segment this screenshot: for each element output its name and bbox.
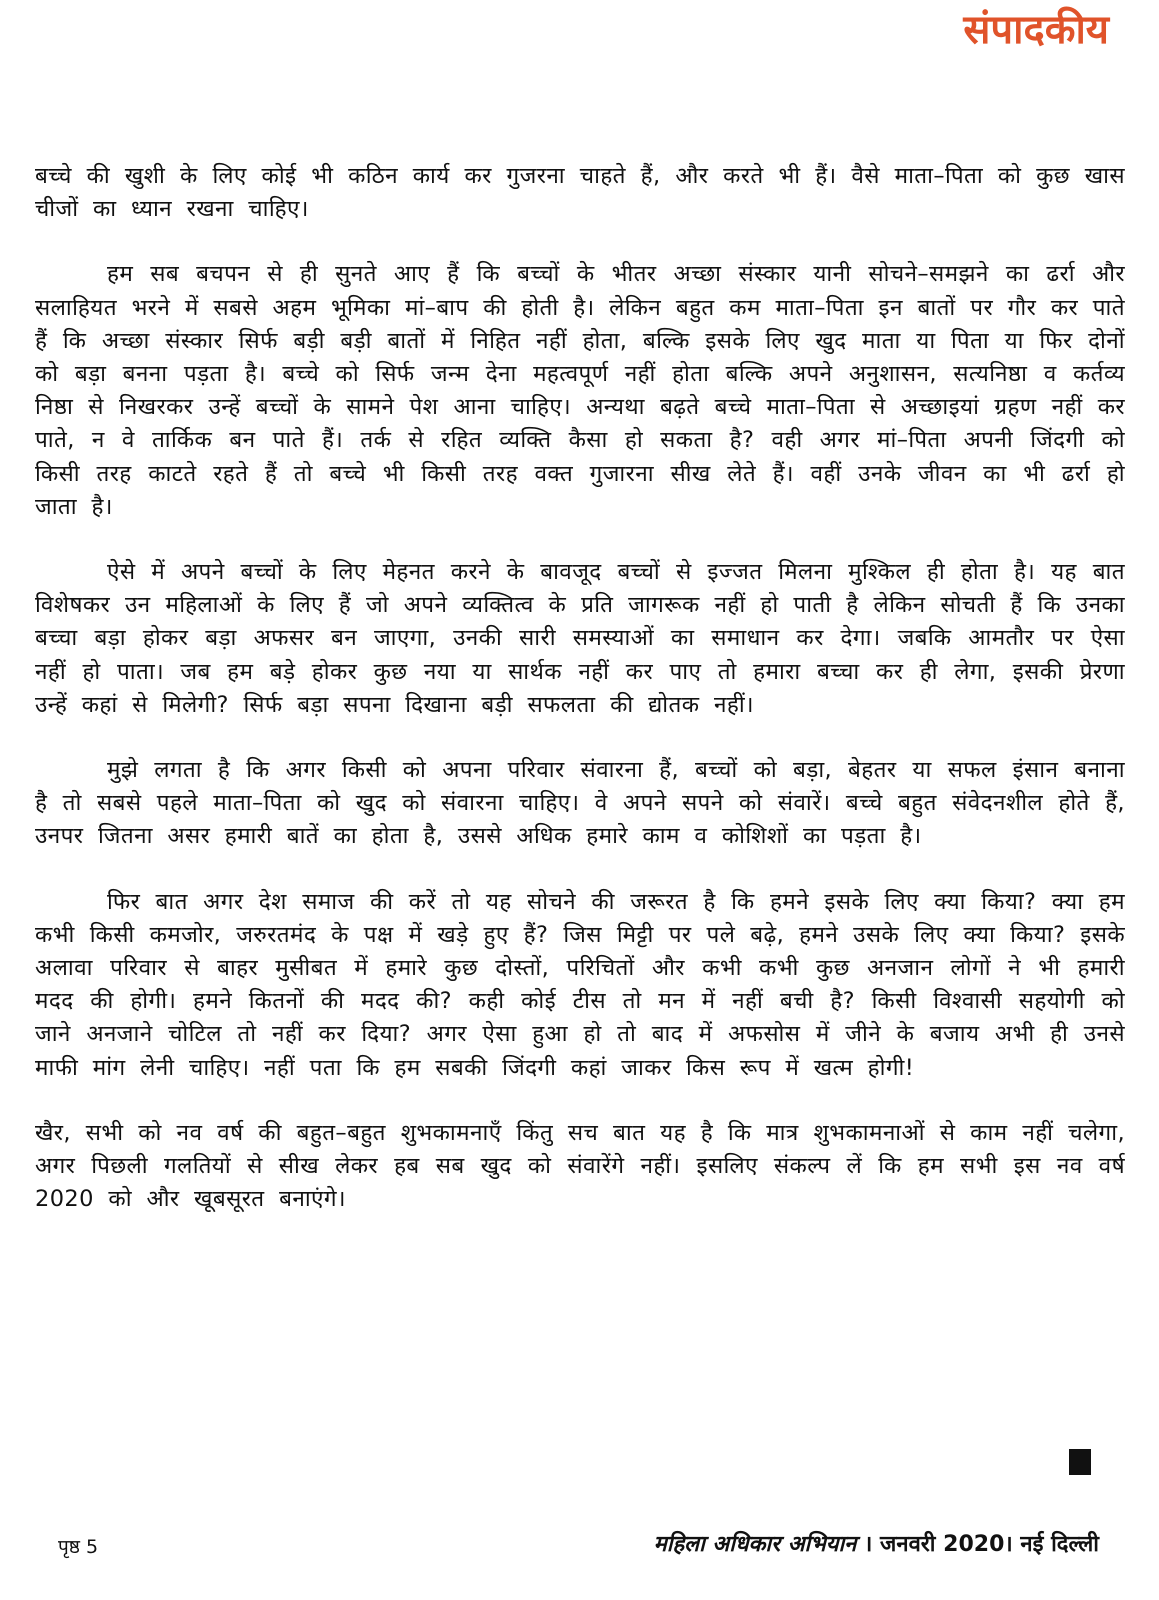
editorial-article (35, 160, 1125, 1248)
page-number: पृष्ठ 5 (58, 1536, 99, 1558)
publication-city: नई दिल्ली (1020, 1532, 1099, 1557)
issue-date: । जनवरी 2020। (864, 1532, 1013, 1557)
end-of-article-mark (1069, 1449, 1091, 1475)
publication-footer (654, 1530, 1099, 1560)
magazine-name: महिला अधिकार अभियान (653, 1532, 857, 1557)
paragraph-intro: बच्चे की खुशी के लिए कोई भी कठिन कार्य कर गुजरना चाहते हैं, और करते भी हैं। वैसे माता–पिता को कुछ खास चीजों का ध्यान रखना चाहिए। (35, 163, 1125, 223)
paragraph-closing: खैर, सभी को नव वर्ष की बहुत–बहुत शुभकामनाएँ किंतु सच बात यह है कि मात्र शुभकामनाओं से काम नहीं चलेगा, अगर पिछली गलतियों से सीख लेकर हब सब खुद को संवारेंगे नहीं। इसलिए संकल्प लें कि हम सभी इस नव वर्ष 2020 को और खूबसूरत बनाएंगे। (35, 1119, 1125, 1213)
section-title: संपादकीय (963, 6, 1109, 53)
paragraph: मुझे लगता है कि अगर किसी को अपना परिवार संवारना हैं, बच्चों को बड़ा, बेहतर या सफल इंसान बनाना है तो सबसे पहले माता–पिता को खुद को संवारना चाहिए। वे अपने सपने को संवारें। बच्चे बहुत संवेदनशील होते हैं, उनपर जितना असर हमारी बातें का होता है, उससे अधिक हमारे काम व कोशिशों का पड़ता है। (35, 757, 1125, 850)
paragraph: ऐसे में अपने बच्चों के लिए मेहनत करने के बावजूद बच्चों से इज्जत मिलना मुश्किल ही होता है। यह बात विशेषकर उन महिलाओं के लिए हैं जो अपने व्यक्तित्व के प्रति जागरूक नहीं हो पाती है लेकिन सोचती हैं कि उनका बच्चा बड़ा होकर बड़ा अफसर बन जाएगा, उनकी सारी समस्याओं का समाधान कर देगा। जबकि आमतौर पर ऐसा नहीं हो पाता। जब हम बड़े होकर कुछ नया या सार्थक नहीं कर पाए तो हमारा बच्चा कर ही लेगा, इसकी प्रेरणा उन्हें कहां से मिलेगी? सिर्फ बड़ा सपना दिखाना बड़ी सफलता की द्योतक नहीं। (35, 559, 1125, 718)
paragraph: फिर बात अगर देश समाज की करें तो यह सोचने की जरूरत है कि हमने इसके लिए क्या किया? क्या हम कभी किसी कमजोर, जरुरतमंद के पक्ष में खड़े हुए हैं? जिस मिट्टी पर पले बढ़े, हमने उसके लिए क्या किया? इसके अलावा परिवार से बाहर मुसीबत में हमारे कुछ दोस्तों, परिचितों और कभी कभी कुछ अनजान लोगों ने भी हमारी मदद की होगी। हमने कितनों की मदद की? कही कोई टीस तो मन में नहीं बची है? किसी विश्वासी सहयोगी को जाने अनजाने चोटिल तो नहीं कर दिया? अगर ऐसा हुआ हो तो बाद में अफसोस में जीने के बजाय अभी ही उनसे माफी मांग लेनी चाहिए। नहीं पता कि हम सबकी जिंदगी कहां जाकर किस रूप में खत्म होगी! (35, 888, 1125, 1081)
paragraph: हम सब बचपन से ही सुनते आए हैं कि बच्चों के भीतर अच्छा संस्कार यानी सोचने–समझने का ढर्रा और सलाहियत भरने में सबसे अहम भूमिका मां–बाप की होती है। लेकिन बहुत कम माता–पिता इन बातों पर गौर कर पाते हैं कि अच्छा संस्कार सिर्फ बड़ी बड़ी बातों में निहित नहीं होता, बल्कि इसके लिए खुद माता या पिता या फिर दोनों को बड़ा बनना पड़ता है। बच्चे को सिर्फ जन्म देना महत्वपूर्ण नहीं होता बल्कि अपने अनुशासन, सत्यनिष्ठा व कर्तव्य निष्ठा से निखरकर उन्हें बच्चों के सामने पेश आना चाहिए। अन्यथा बढ़ते बच्चे माता–पिता से अच्छाइयां ग्रहण नहीं कर पाते, न वे तार्किक बन पाते हैं। तर्क से रहित व्यक्ति कैसा हो सकता है? वही अगर मां–पिता अपनी जिंदगी को किसी तरह काटते रहते हैं तो बच्चे भी किसी तरह वक्त गुजारना सीख लेते हैं। वहीं उनके जीवन का भी ढर्रा हो जाता है। (35, 261, 1125, 520)
